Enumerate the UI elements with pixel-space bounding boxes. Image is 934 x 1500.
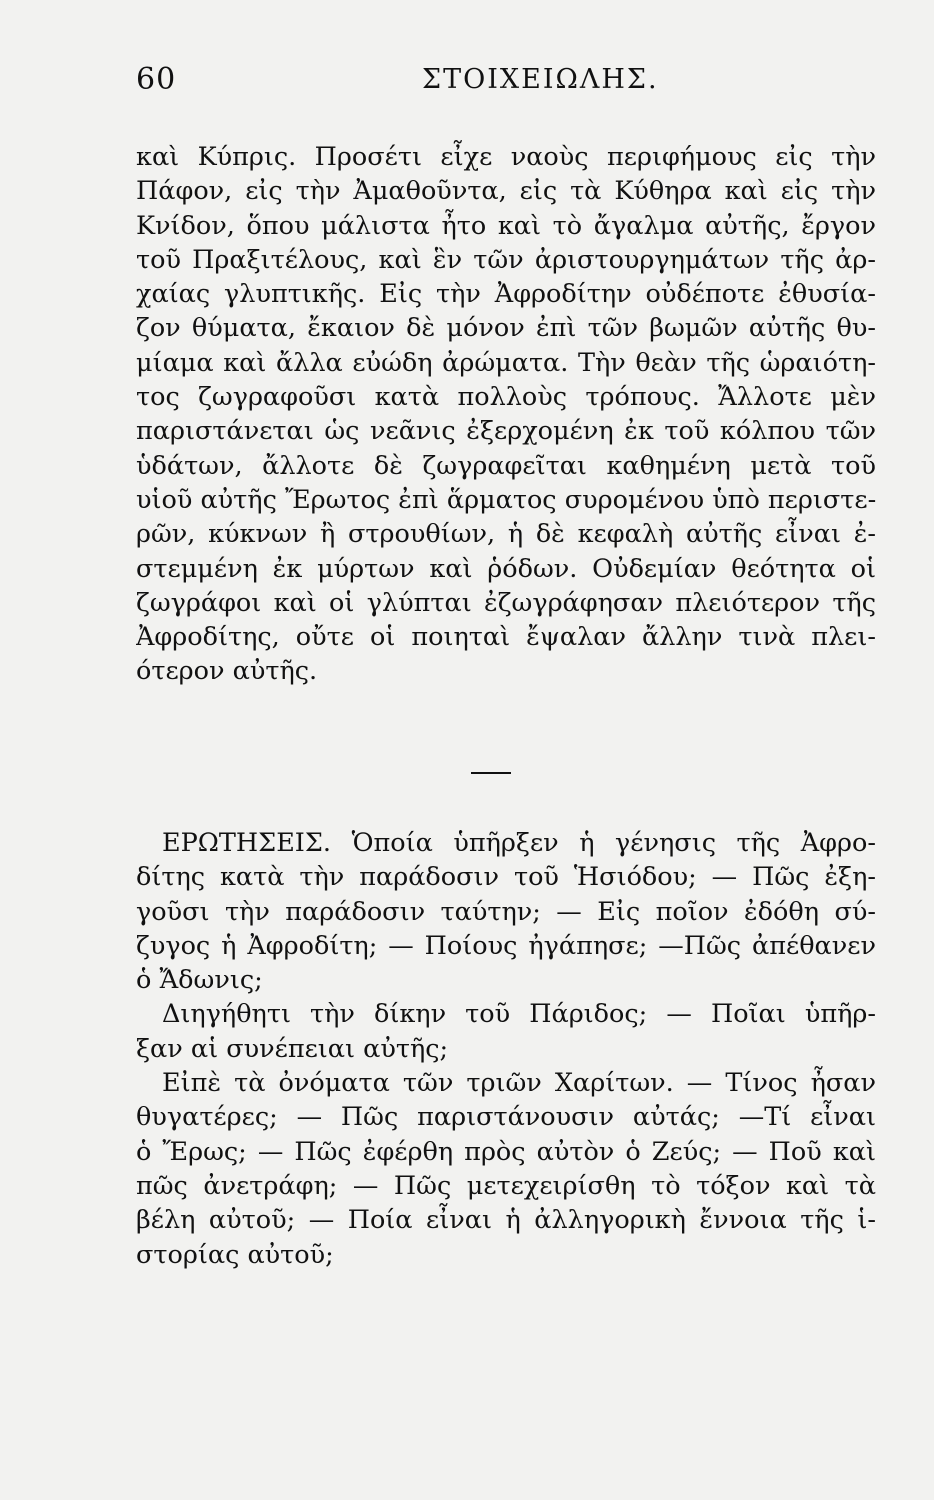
- question-line: Εἰπὲ τὰ ὀνόματα τῶν τριῶν Χαρίτων. — Τίνος ἦσαν: [162, 1068, 876, 1099]
- question-line: ὁ Ἄδωνις;: [136, 965, 263, 996]
- text-line: Ἀφροδίτης, οὔτε οἱ ποιηταὶ ἔψαλαν ἄλλην τινὰ πλει-: [136, 622, 876, 653]
- question-line: ΕΡΩΤΗΣΕΙΣ. Ὁποία ὑπῆρξεν ἡ γένησις τῆς Ἀφρο-: [162, 828, 876, 858]
- text-line: Πάφον, εἰς τὴν Ἀμαθοῦντα, εἰς τὰ Κύθηρα καὶ εἰς τὴν: [136, 176, 876, 207]
- text-line: Κνίδον, ὅπου μάλιστα ἦτο καὶ τὸ ἄγαλμα αὐτῆς, ἔργον: [136, 210, 876, 241]
- question-line: ξαν αἱ συνέπειαι αὐτῆς;: [136, 1033, 449, 1064]
- questions-section: [136, 826, 876, 1272]
- text-line: ότερον αὐτῆς.: [136, 656, 318, 687]
- question-line: βέλη αὐτοῦ; — Ποία εἶναι ἡ ἀλληγορικὴ ἔννοια τῆς ἱ-: [136, 1205, 876, 1236]
- question-line: ὁ Ἔρως; — Πῶς ἐφέρθη πρὸς αὐτὸν ὁ Ζεύς; — Ποῦ καὶ: [136, 1136, 876, 1167]
- text-line: μίαμα καὶ ἄλλα εὐώδη ἀρώματα. Τὴν θεὰν τῆς ὡραιότη-: [136, 347, 876, 378]
- text-line: ὑδάτων, ἄλλοτε δὲ ζωγραφεῖται καθημένη μετὰ τοῦ: [136, 450, 876, 481]
- text-line: ζον θύματα, ἔκαιον δὲ μόνον ἐπὶ τῶν βωμῶν αὐτῆς θυ-: [136, 313, 876, 344]
- question-line: δίτης κατὰ τὴν παράδοσιν τοῦ Ἡσιόδου; — Πῶς ἐξη-: [136, 862, 876, 893]
- text-line: χαίας γλυπτικῆς. Εἰς τὴν Ἀφροδίτην οὐδέποτε ἐθυσία-: [136, 279, 876, 310]
- page-number: 60: [136, 62, 177, 97]
- question-line: θυγατέρες; — Πῶς παριστάνουσιν αὐτάς; —Τί εἶναι: [136, 1102, 876, 1133]
- text-line: υἱοῦ αὐτῆς Ἔρωτος ἐπὶ ἅρματος συρομένου ὑπὸ περιστε-: [136, 484, 876, 515]
- question-line: Διηγήθητι τὴν δίκην τοῦ Πάριδος; — Ποῖαι ὑπῆρ-: [162, 999, 876, 1030]
- text-line: τοῦ Πραξιτέλους, καὶ ἓν τῶν ἀριστουργημάτων τῆς ἀρ-: [136, 244, 876, 275]
- section-divider: [471, 772, 511, 774]
- question-line: στορίας αὐτοῦ;: [136, 1239, 334, 1270]
- text-line: ρῶν, κύκνων ἢ στρουθίων, ἡ δὲ κεφαλὴ αὐτῆς εἶναι ἐ-: [136, 519, 876, 550]
- text-line: στεμμένη ἐκ μύρτων καὶ ῥόδων. Οὐδεμίαν θεότητα οἱ: [136, 553, 876, 584]
- question-line: ζυγος ἡ Ἀφροδίτη; — Ποίους ἠγάπησε; —Πῶς ἀπέθανεν: [136, 930, 876, 961]
- text-line: τος ζωγραφοῦσι κατὰ πολλοὺς τρόπους. Ἄλλοτε μὲν: [136, 382, 876, 413]
- text-line: καὶ Κύπρις. Προσέτι εἶχε ναοὺς περιφήμους εἰς τὴν: [136, 142, 876, 172]
- text-line: παριστάνεται ὡς νεᾶνις ἐξερχομένη ἐκ τοῦ κόλπου τῶν: [136, 416, 876, 447]
- text-line: ζωγράφοι καὶ οἱ γλύπται ἐζωγράφησαν πλειότερον τῆς: [136, 587, 876, 618]
- running-title: ΣΤΟΙΧΕΙΩΛΗΣ.: [422, 64, 659, 95]
- main-paragraph: [136, 140, 876, 689]
- question-line: γοῦσι τὴν παράδοσιν ταύτην; — Εἰς ποῖον ἐδόθη σύ-: [136, 896, 876, 927]
- page-header: [136, 62, 876, 106]
- question-line: πῶς ἀνετράφη; — Πῶς μετεχειρίσθη τὸ τόξον καὶ τὰ: [136, 1170, 876, 1201]
